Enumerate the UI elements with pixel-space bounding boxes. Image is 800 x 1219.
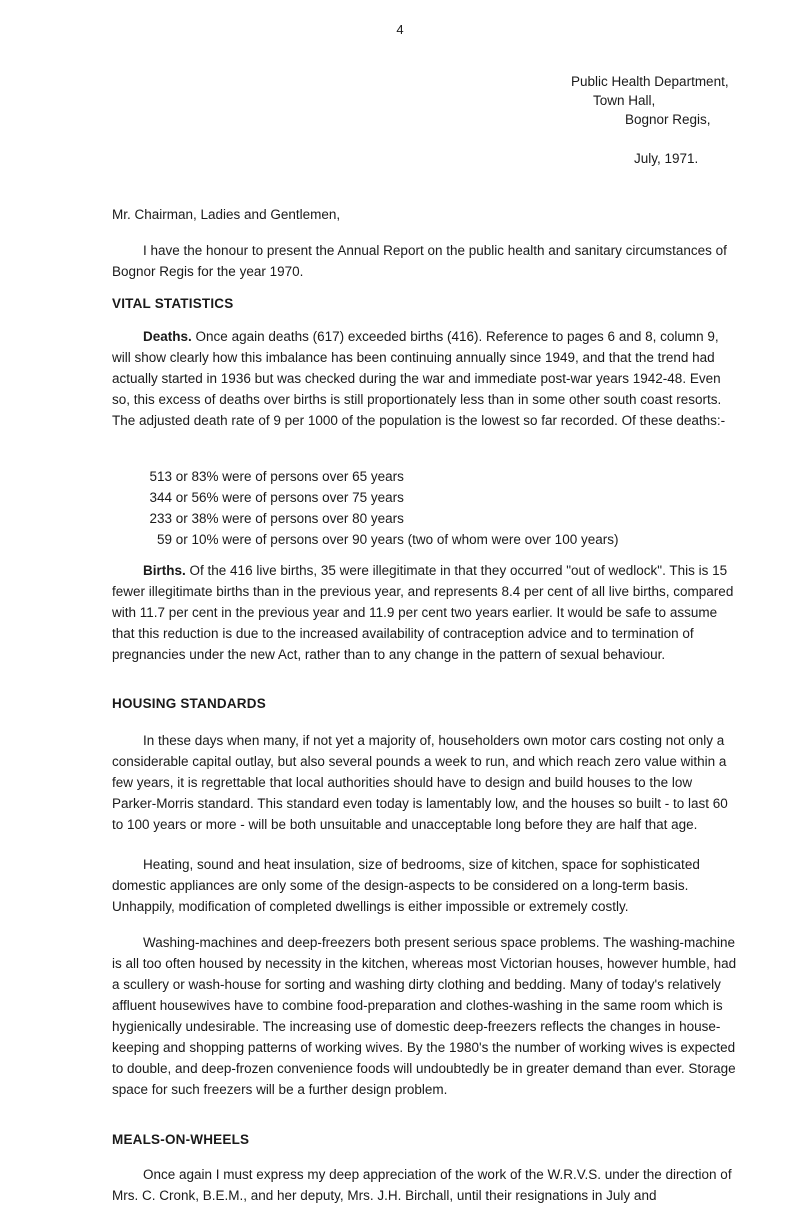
meals-text: Once again I must express my deep appreciation of the work of the W.R.V.S. under the direction of Mrs. C. Cronk, B.E.M., and her deputy, Mrs. J.H. Birchall, until their resignations in July and	[112, 1167, 732, 1203]
address-line-2: Town Hall,	[593, 93, 656, 108]
vital-statistics-heading: VITAL STATISTICS	[112, 296, 234, 311]
salutation	[112, 204, 740, 225]
deaths-age-list	[144, 466, 618, 550]
housing-text-3: Washing-machines and deep-freezers both present serious space problems. The washing-machine is all too often housed by necessity in the kitchen, whereas most Victorian houses, however humble, had a scullery or wash-house for sorting and washing dirty clothing and bedding. Many of today's relatively affluent housewives have to combine food-preparation and clothes-washing in the same room which is hygienically undesirable. The increasing use of domestic deep-freezers reflects the changes in house-keeping and shopping patterns of working wives. By the 1980's the number of working wives is expected to double, and deep-frozen convenience foods will undoubtedly be in greater demand than ever. Storage space for such freezers will be a further design problem.	[112, 935, 737, 1097]
age-row	[144, 487, 618, 508]
age-count: 344	[149, 490, 172, 505]
age-row	[144, 529, 618, 550]
letter-date: July, 1971.	[634, 151, 699, 166]
housing-standards-heading: HOUSING STANDARDS	[112, 696, 266, 711]
housing-paragraph-3	[112, 932, 740, 1100]
age-count: 59	[156, 532, 172, 547]
intro-text: I have the honour to present the Annual Report on the public health and sanitary circumstances of Bognor Regis for the year 1970.	[112, 243, 727, 279]
page-number: 4	[396, 22, 404, 37]
age-text: or 38% were of persons over 80 years	[175, 511, 404, 526]
meals-on-wheels-heading: MEALS-ON-WHEELS	[112, 1132, 250, 1147]
age-text: or 56% were of persons over 75 years	[175, 490, 404, 505]
age-count: 233	[149, 511, 172, 526]
housing-paragraph-1	[112, 730, 740, 835]
births-label: Births.	[143, 563, 186, 578]
deaths-text-wrap	[112, 326, 740, 431]
deaths-paragraph	[112, 326, 740, 431]
age-row	[144, 508, 618, 529]
births-text-wrap	[112, 560, 740, 665]
deaths-label: Deaths.	[143, 329, 192, 344]
sender-address	[571, 72, 729, 129]
address-line-3: Bognor Regis,	[625, 112, 711, 127]
housing-paragraph-2	[112, 854, 740, 917]
address-line-1: Public Health Department,	[571, 74, 729, 89]
housing-text-1: In these days when many, if not yet a majority of, householders own motor cars costing not only a considerable capital outlay, but also several pounds a week to run, and which reach zero value within a few years, it is regrettable that local authorities should have to design and build houses to the low Parker-Morris standard. This standard even today is lamentably low, and the houses so built - to last 60 to 100 years or more - will be both unsuitable and unacceptable long before they are half that age.	[112, 733, 728, 832]
age-count: 513	[149, 469, 172, 484]
births-paragraph	[112, 560, 740, 665]
housing-text-2: Heating, sound and heat insulation, size of bedrooms, size of kitchen, space for sophisticated domestic appliances are only some of the design-aspects to be considered on a long-term basis. Unhappily, modification of completed dwellings is either impossible or extremely costly.	[112, 857, 700, 914]
salutation-text: Mr. Chairman, Ladies and Gentlemen,	[112, 207, 341, 222]
age-text: or 83% were of persons over 65 years	[175, 469, 404, 484]
age-text: or 10% were of persons over 90 years (two of whom were over 100 years)	[175, 532, 619, 547]
meals-paragraph	[112, 1164, 740, 1206]
intro-paragraph	[112, 240, 740, 282]
births-text: Of the 416 live births, 35 were illegitimate in that they occurred "out of wedlock". This is 15 fewer illegitimate births than in the previous year, and represents 8.4 per cent of all live births, compared with 11.7 per cent in the previous year and 11.9 per cent two years earlier. It would be safe to assume that this reduction is due to the increased availability of contraception advice and to termination of pregnancies under the new Act, rather than to any change in the pattern of sexual behaviour.	[112, 563, 734, 662]
deaths-text: Once again deaths (617) exceeded births (416). Reference to pages 6 and 8, column 9, will show clearly how this imbalance has been continuing annually since 1949, and that the trend had actually started in 1936 but was checked during the war and immediate post-war years 1942-48. Even so, this excess of deaths over births is still proportionately less than in some other south coast resorts. The adjusted death rate of 9 per 1000 of the population is the lowest so far recorded. Of these deaths:-	[112, 329, 726, 428]
age-row	[144, 466, 618, 487]
